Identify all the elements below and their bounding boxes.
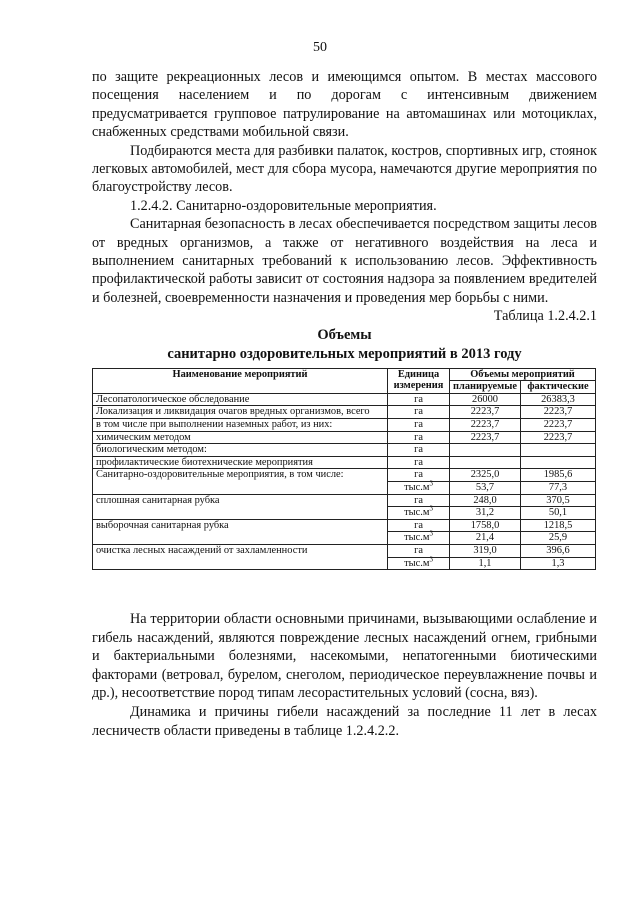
- cell-actual: 396,6: [521, 545, 596, 558]
- cell-unit: $тыс.м^3$: [388, 482, 450, 495]
- table-row: [93, 519, 596, 532]
- table-row: [93, 431, 596, 444]
- cell-unit: га: [388, 393, 450, 406]
- cell-planned: 53,7: [450, 482, 521, 495]
- cell-name: биологическим методом:: [93, 444, 388, 457]
- cell-actual: [521, 444, 596, 457]
- cell-name: выборочная санитарная рубка: [93, 519, 388, 544]
- table-row: [93, 444, 596, 457]
- page-number: 50: [313, 40, 327, 55]
- cell-unit: га: [388, 494, 450, 507]
- cell-planned: 2223,7: [450, 406, 521, 419]
- cell-actual: 26383,3: [521, 393, 596, 406]
- cell-name: Локализация и ликвидация очагов вредных организмов, всего: [93, 406, 388, 419]
- cell-unit: $тыс.м^3$: [388, 532, 450, 545]
- cell-name: очистка лесных насаждений от захламленности: [93, 545, 388, 570]
- cell-unit: $тыс.м^3$: [388, 557, 450, 570]
- table-row: [93, 419, 596, 432]
- cell-actual: 25,9: [521, 532, 596, 545]
- table-subtitle: санитарно оздоровительных мероприятий в 2013 году: [167, 345, 522, 362]
- cell-unit: га: [388, 545, 450, 558]
- cell-unit: га: [388, 469, 450, 482]
- document-body-bottom: [92, 610, 597, 740]
- cell-unit: га: [388, 431, 450, 444]
- paragraph: Санитарная безопасность в лесах обеспечивается посредством защиты лесов от вредных организмов, а также от негативного воздействия на леса и выполнением санитарных требований к использованию лесов. Эффективность профилактической работы зависит от состояния надзора за появлением вредителей и болезней, своевременности назначения и проведения мер борьбы с ними.: [92, 216, 597, 306]
- cell-actual: 50,1: [521, 507, 596, 520]
- cell-planned: 1,1: [450, 557, 521, 570]
- table-row: [93, 545, 596, 558]
- table-row: [93, 393, 596, 406]
- header-name: Наименование мероприятий: [93, 368, 388, 393]
- document-body-top: [92, 68, 597, 570]
- cell-unit: га: [388, 419, 450, 432]
- cell-unit: га: [388, 519, 450, 532]
- cell-actual: [521, 456, 596, 469]
- paragraph: Динамика и причины гибели насаждений за последние 11 лет в лесах лесничеств области приведены в таблице 1.2.4.2.2.: [92, 703, 597, 739]
- cell-unit: га: [388, 444, 450, 457]
- header-planned: планируемые: [450, 381, 521, 394]
- cell-actual: 2223,7: [521, 431, 596, 444]
- cell-actual: 2223,7: [521, 406, 596, 419]
- cell-planned: 26000: [450, 393, 521, 406]
- cell-actual: 2223,7: [521, 419, 596, 432]
- paragraph: по защите рекреационных лесов и имеющимся опытом. В местах массового посещения населением и по дорогам с интенсивным движением предусматривается групповое патрулирование на автомашинах или мотоциклах, снабженных средствами мобильной связи.: [92, 69, 597, 141]
- cell-planned: 2223,7: [450, 431, 521, 444]
- table-title: Объемы: [317, 326, 372, 343]
- table-row: [93, 456, 596, 469]
- cell-name: Лесопатологическое обследование: [93, 393, 388, 406]
- cell-unit: га: [388, 406, 450, 419]
- paragraph: Подбираются места для разбивки палаток, костров, спортивных игр, стоянок легковых автомобилей, мест для сбора мусора, намечаются другие мероприятия по благоустройству лесов.: [92, 142, 597, 196]
- cell-actual: 77,3: [521, 482, 596, 495]
- cell-name: сплошная санитарная рубка: [93, 494, 388, 519]
- section-heading: 1.2.4.2. Санитарно-оздоровительные мероприятия.: [130, 197, 437, 214]
- cell-name: профилактические биотехнические мероприятия: [93, 456, 388, 469]
- table-row: [93, 494, 596, 507]
- cell-name: Санитарно-оздоровительные мероприятия, в том числе:: [93, 469, 388, 494]
- paragraph: На территории области основными причинами, вызывающими ослабление и гибель насаждений, являются повреждение лесных насаждений огнем, грибными и бактериальными болезнями, насекомыми, непатогенными биотическими факторами (ветровал, бурелом, снеголом, периодическое переувлажнение почвы и др.), несоответствие пород типам лесорастительных условий (сосна, вяз).: [92, 611, 597, 702]
- header-unit: Единица измерения: [388, 368, 450, 393]
- cell-planned: 31,2: [450, 507, 521, 520]
- measures-table: [92, 368, 596, 571]
- cell-unit: $тыс.м^3$: [388, 507, 450, 520]
- cell-actual: 1985,6: [521, 469, 596, 482]
- table-row: [93, 406, 596, 419]
- table-row: [93, 469, 596, 482]
- cell-planned: 2325,0: [450, 469, 521, 482]
- header-volumes: Объемы мероприятий: [450, 368, 596, 381]
- cell-actual: 1,3: [521, 557, 596, 570]
- table-caption: Таблица 1.2.4.2.1: [493, 308, 597, 325]
- cell-planned: 2223,7: [450, 419, 521, 432]
- cell-actual: 370,5: [521, 494, 596, 507]
- cell-actual: 1218,5: [521, 519, 596, 532]
- cell-planned: 1758,0: [450, 519, 521, 532]
- header-actual: фактические: [521, 381, 596, 394]
- cell-planned: [450, 456, 521, 469]
- cell-name: в том числе при выполнении наземных работ, из них:: [93, 419, 388, 432]
- cell-planned: 319,0: [450, 545, 521, 558]
- cell-planned: 21,4: [450, 532, 521, 545]
- cell-name: химическим методом: [93, 431, 388, 444]
- cell-unit: га: [388, 456, 450, 469]
- cell-planned: [450, 444, 521, 457]
- cell-planned: 248,0: [450, 494, 521, 507]
